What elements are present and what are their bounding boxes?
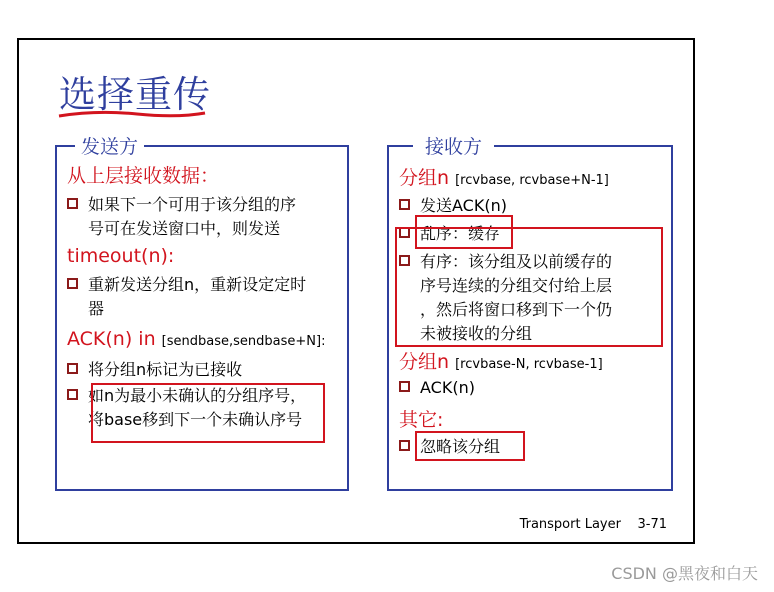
highlight-box-in-order [395, 227, 663, 347]
receiver-legend: 接收方 [413, 132, 494, 159]
square-bullet-icon [399, 199, 410, 210]
square-bullet-icon [67, 198, 78, 209]
receiver-bullet-1: 发送ACK(n) [399, 194, 507, 218]
highlight-box-ignore [415, 431, 525, 461]
sender-legend: 发送方 [75, 132, 144, 159]
watermark: CSDN @黑夜和白天 [611, 564, 758, 583]
receiver-bullet-4: ACK(n) [399, 376, 475, 400]
pkt-old-window-heading: 分组n [rcvbase-N, rcvbase-1] [399, 351, 603, 373]
title-underline [57, 108, 207, 120]
receiver-panel [387, 136, 673, 491]
slide-title: 选择重传 [59, 73, 211, 116]
sender-bullet-2: 重新发送分组n，重新设定定时 器 [67, 273, 306, 321]
slide [17, 38, 695, 544]
square-bullet-icon [67, 363, 78, 374]
sender-bullet-4: 如n为最小未确认的分组序号， 将base移到下一个未确认序号 [67, 384, 306, 432]
sender-bullet-1: 如果下一个可用于该分组的序 号可在发送窗口中，则发送 [67, 193, 296, 241]
sender-panel [55, 136, 349, 491]
receiver-bullet-3: 有序：该分组及以前缓存的 序号连续的分组交付给上层 ，然后将窗口移到下一个仍 未被接收的分组 [399, 250, 612, 346]
ack-heading: ACK(n) in [sendbase,sendbase+N]: [67, 328, 326, 350]
receiver-bullet-5: 忽略该分组 [399, 435, 500, 459]
sender-bullet-3: 将分组n标记为已接收 [67, 358, 242, 382]
slide-footer: Transport Layer 3-71 [519, 517, 667, 532]
receiver-bullet-2: 乱序：缓存 [399, 222, 500, 246]
highlight-box-sender [91, 383, 325, 443]
other-heading: 其它: [399, 409, 444, 431]
square-bullet-icon [399, 440, 410, 451]
square-bullet-icon [67, 278, 78, 289]
timeout-heading: timeout(n): [67, 245, 175, 267]
pkt-in-window-heading: 分组n [rcvbase, rcvbase+N-1] [399, 167, 609, 189]
recv-from-app-heading: 从上层接收数据： [67, 165, 220, 187]
square-bullet-icon [399, 381, 410, 392]
square-bullet-icon [67, 389, 78, 400]
